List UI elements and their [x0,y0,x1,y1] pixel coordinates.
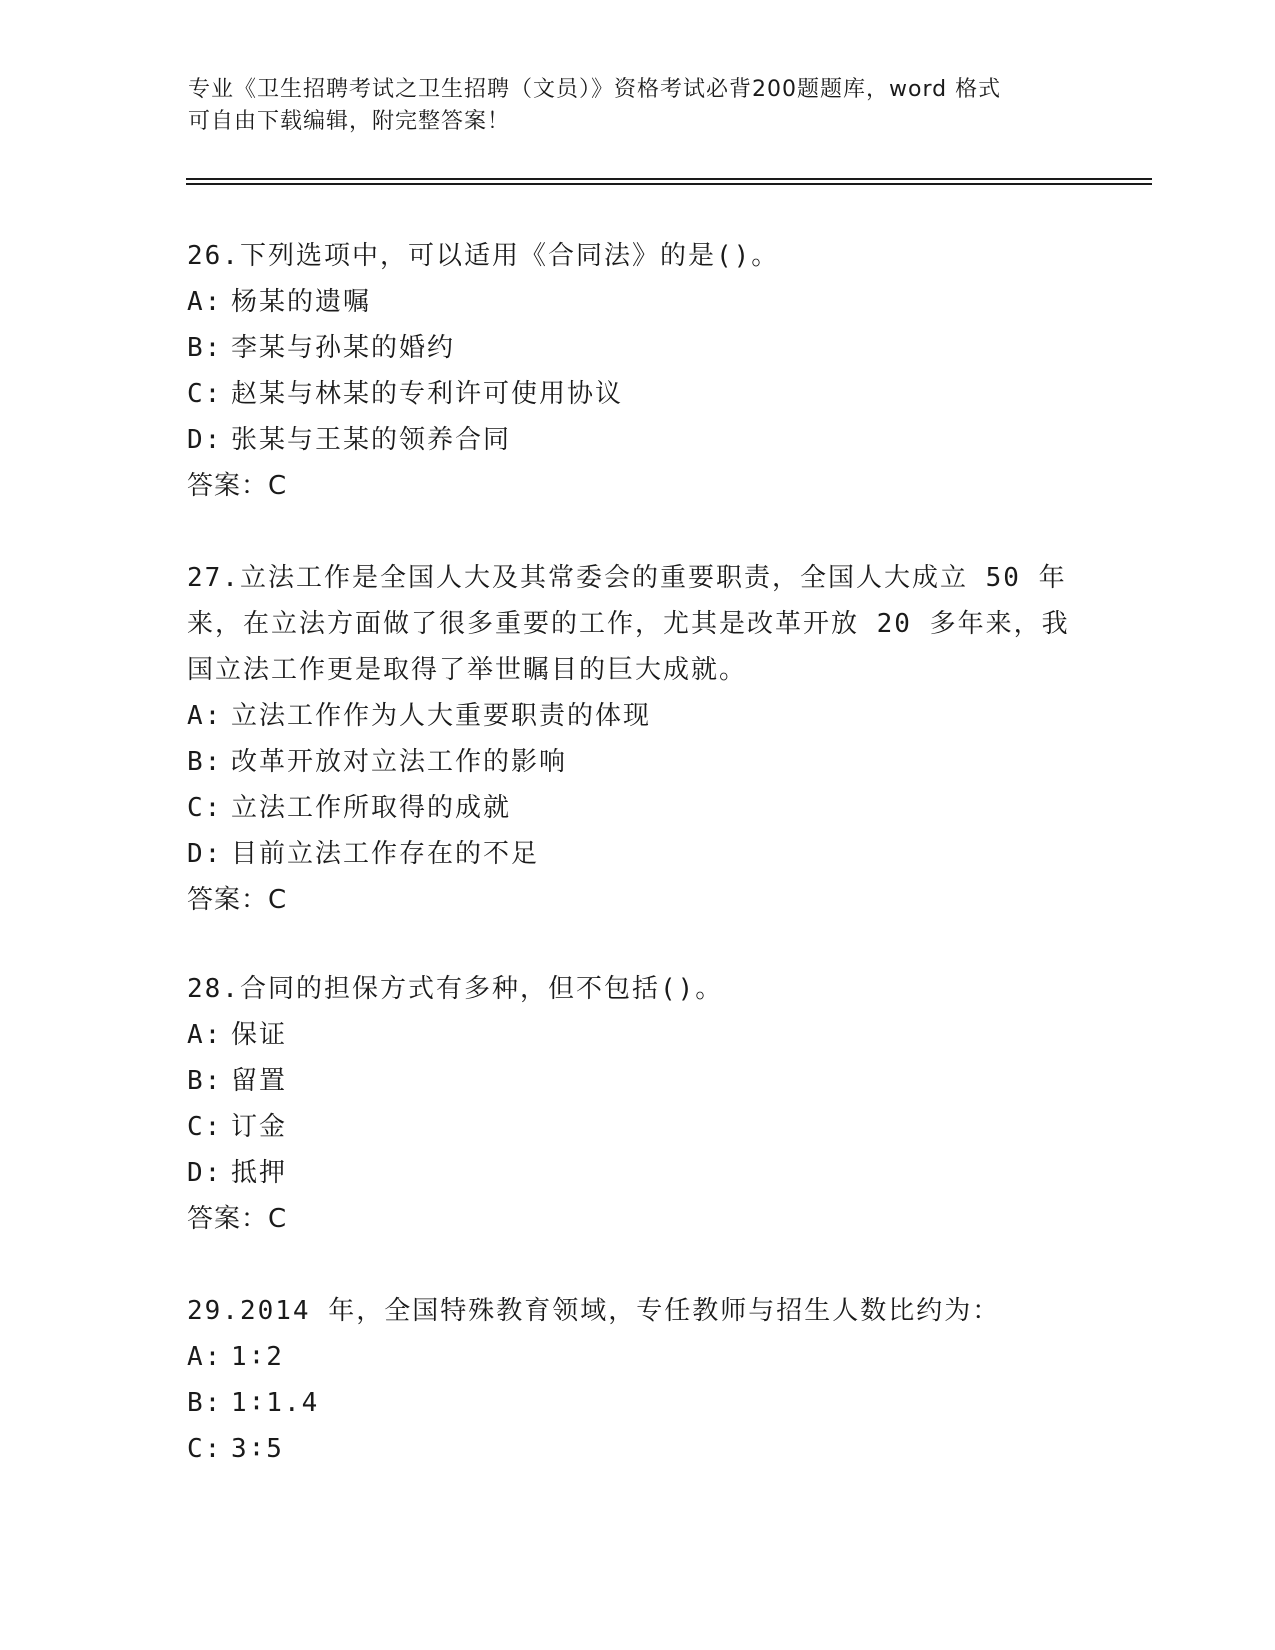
option-a [187,1012,1087,1058]
option-text: 目前立法工作存在的不足 [231,839,540,869]
option-b [187,325,1087,371]
option-text: 3∶5 [231,1434,284,1464]
option-c [187,1104,1087,1150]
option-letter: D: [187,1158,223,1188]
option-letter: A: [187,1020,223,1050]
option-d [187,831,1087,877]
option-text: 改革开放对立法工作的影响 [231,747,568,777]
question-27 [187,555,1087,923]
option-c [187,785,1087,831]
option-letter: B: [187,747,223,777]
option-letter: C: [187,1434,223,1464]
answer-line: 答案：C [187,471,288,501]
header-line-1: 专业《卫生招聘考试之卫生招聘（文员）》资格考试必背200题题库，word 格式 [188,77,1002,102]
option-text: 立法工作作为人大重要职责的体现 [231,701,652,731]
option-a [187,1334,1087,1380]
option-c [187,1426,1087,1472]
option-letter: C: [187,379,223,409]
option-a [187,693,1087,739]
option-text: 1∶1.4 [231,1388,320,1418]
option-text: 订金 [231,1112,288,1142]
question-28 [187,966,1087,1242]
question-stem: 28.合同的担保方式有多种，但不包括()。 [187,974,724,1004]
answer-line: 答案：C [187,885,288,915]
option-letter: D: [187,839,223,869]
option-text: 赵某与林某的专利许可使用协议 [231,379,624,409]
question-26 [187,233,1087,509]
option-d [187,417,1087,463]
document-header [188,74,1088,138]
option-text: 李某与孙某的婚约 [231,333,456,363]
answer-line: 答案：C [187,1204,288,1234]
option-letter: C: [187,793,223,823]
option-b [187,1380,1087,1426]
option-text: 杨某的遗嘱 [231,287,372,317]
option-text: 保证 [231,1020,288,1050]
option-a [187,279,1087,325]
header-line-2: 可自由下载编辑，附完整答案！ [188,109,511,134]
header-divider-bottom [186,183,1152,185]
option-text: 张某与王某的领养合同 [231,425,512,455]
option-text: 抵押 [231,1158,288,1188]
header-divider-top [186,178,1152,180]
question-29 [187,1288,1087,1472]
option-letter: B: [187,1388,223,1418]
option-text: 留置 [231,1066,288,1096]
option-letter: A: [187,701,223,731]
option-letter: A: [187,287,223,317]
question-stem-line-2: 来，在立法方面做了很多重要的工作，尤其是改革开放 20 多年来，我 [187,609,1070,639]
option-text: 1∶2 [231,1342,284,1372]
option-text: 立法工作所取得的成就 [231,793,512,823]
question-stem-line-3: 国立法工作更是取得了举世瞩目的巨大成就。 [187,655,748,685]
option-letter: D: [187,425,223,455]
question-stem: 26.下列选项中，可以适用《合同法》的是()。 [187,241,780,271]
option-letter: B: [187,1066,223,1096]
option-c [187,371,1087,417]
option-b [187,739,1087,785]
question-stem-line-1: 27.立法工作是全国人大及其常委会的重要职责，全国人大成立 50 年 [187,563,1067,593]
option-letter: C: [187,1112,223,1142]
option-d [187,1150,1087,1196]
option-letter: A: [187,1342,223,1372]
option-letter: B: [187,333,223,363]
option-b [187,1058,1087,1104]
question-stem: 29.2014 年，全国特殊教育领域，专任教师与招生人数比约为： [187,1296,1001,1326]
